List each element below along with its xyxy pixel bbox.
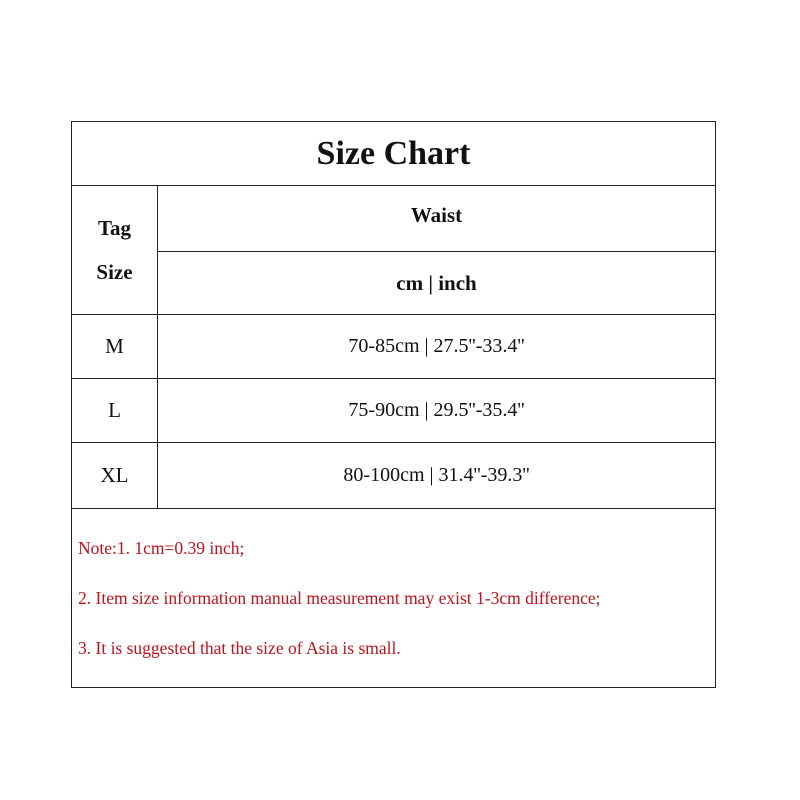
waist-header: Waist <box>158 186 715 252</box>
note-1: Note:1. 1cm=0.39 inch; <box>78 538 245 558</box>
note-3: 3. It is suggested that the size of Asia is small. <box>78 638 401 658</box>
waist-cell: 75-90cm | 29.5''-35.4'' <box>348 399 525 421</box>
notes-section <box>72 509 715 687</box>
tag-size-header <box>72 186 158 315</box>
table-row <box>72 315 715 379</box>
size-cell: M <box>72 315 158 378</box>
size-cell: XL <box>72 443 158 508</box>
waist-cell: 80-100cm | 31.4''-39.3'' <box>343 464 530 486</box>
table-row <box>72 443 715 509</box>
waist-cell: 70-85cm | 27.5''-33.4'' <box>348 335 525 357</box>
unit-header: cm | inch <box>158 252 715 315</box>
note-2: 2. Item size information manual measurement may exist 1-3cm difference; <box>78 588 601 608</box>
size-chart-table <box>71 121 716 688</box>
chart-title: Size Chart <box>72 122 715 186</box>
table-row <box>72 379 715 443</box>
tag-size-header-line1: Tag <box>97 216 132 240</box>
size-cell: L <box>72 379 158 442</box>
tag-size-header-line2: Size <box>96 260 133 284</box>
